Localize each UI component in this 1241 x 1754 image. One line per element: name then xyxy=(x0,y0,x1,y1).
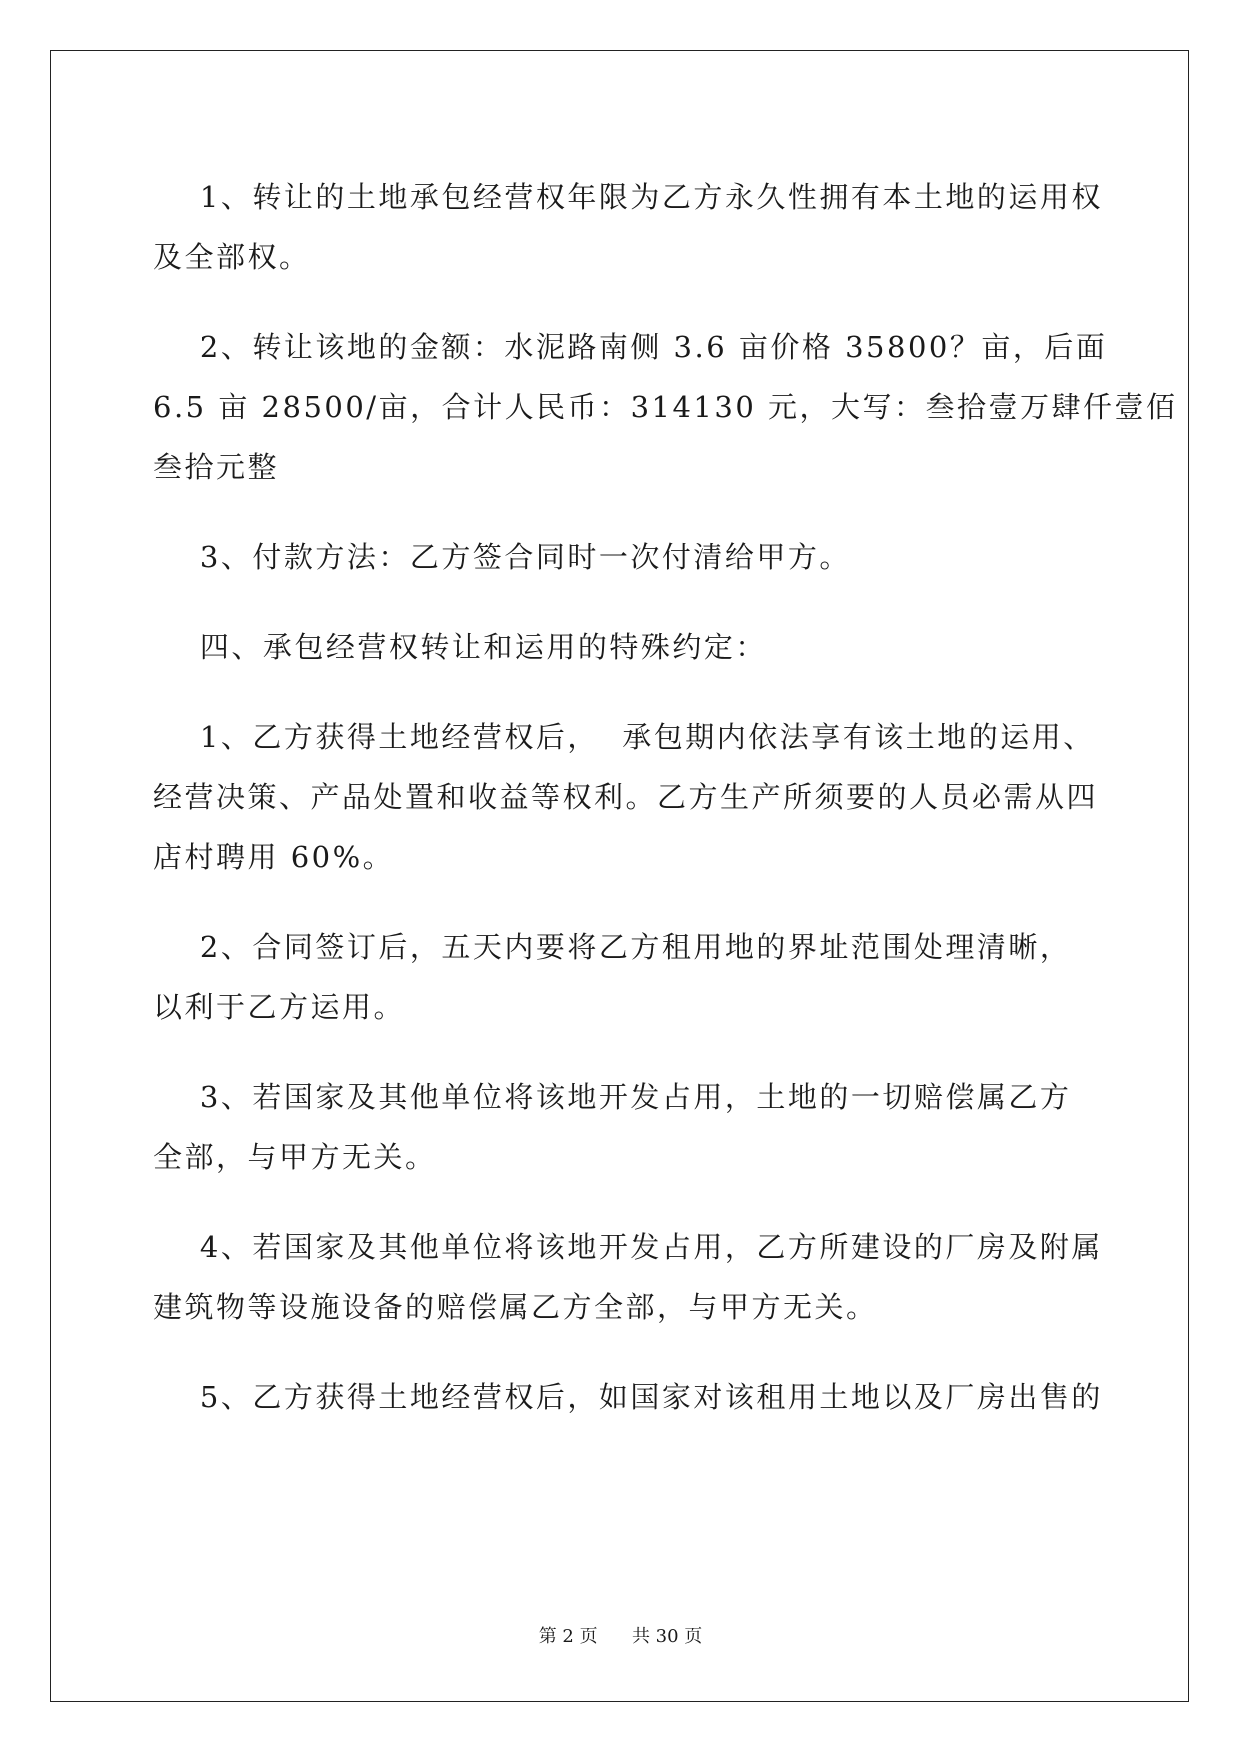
paragraph-5 xyxy=(153,707,1103,887)
text-line: 2、合同签订后，五天内要将乙方租用地的界址范围处理清晰， xyxy=(153,930,1072,964)
text-line: 建筑物等设施设备的赔偿属乙方全部，与甲方无关。 xyxy=(153,1290,878,1324)
text-line: 全部，与甲方无关。 xyxy=(153,1140,437,1174)
page-number: 第 2 页 xyxy=(538,1626,598,1647)
text-line: 5、乙方获得土地经营权后，如国家对该租用土地以及厂房出售的 xyxy=(153,1380,1103,1414)
text-line: 叁拾元整 xyxy=(153,450,280,484)
text-line: 1、乙方获得土地经营权后， 承包期内依法享有该土地的运用、 xyxy=(153,720,1095,754)
paragraph-8 xyxy=(153,1217,1103,1337)
paragraph-3 xyxy=(153,527,1103,587)
text-line: 3、付款方法：乙方签合同时一次付清给甲方。 xyxy=(153,540,851,574)
paragraph-9 xyxy=(153,1367,1103,1427)
section-heading: 四、承包经营权转让和运用的特殊约定： xyxy=(153,630,767,664)
document-body xyxy=(153,167,1178,1427)
paragraph-4 xyxy=(153,617,1103,677)
text-line: 店村聘用 60%。 xyxy=(153,840,395,874)
text-line: 1、转让的土地承包经营权年限为乙方永久性拥有本土地的运用权 xyxy=(153,180,1103,214)
paragraph-2 xyxy=(153,317,1178,497)
total-pages: 共 30 页 xyxy=(631,1626,703,1647)
text-line: 3、若国家及其他单位将该地开发占用，土地的一切赔偿属乙方 xyxy=(153,1080,1072,1114)
text-line: 及全部权。 xyxy=(153,240,311,274)
paragraph-1 xyxy=(153,167,1103,287)
text-line: 以利于乙方运用。 xyxy=(153,990,406,1024)
page-footer xyxy=(0,1622,1241,1648)
text-line: 经营决策、产品处置和收益等权利。乙方生产所须要的人员必需从四 xyxy=(153,780,1099,814)
text-line: 6.5 亩 28500/亩，合计人民币：314130 元，大写：叁拾壹万肆仟壹佰 xyxy=(153,390,1178,424)
text-line: 4、若国家及其他单位将该地开发占用，乙方所建设的厂房及附属 xyxy=(153,1230,1103,1264)
paragraph-6 xyxy=(153,917,1103,1037)
paragraph-7 xyxy=(153,1067,1103,1187)
text-line: 2、转让该地的金额：水泥路南侧 3.6 亩价格 35800？亩，后面 xyxy=(153,330,1108,364)
